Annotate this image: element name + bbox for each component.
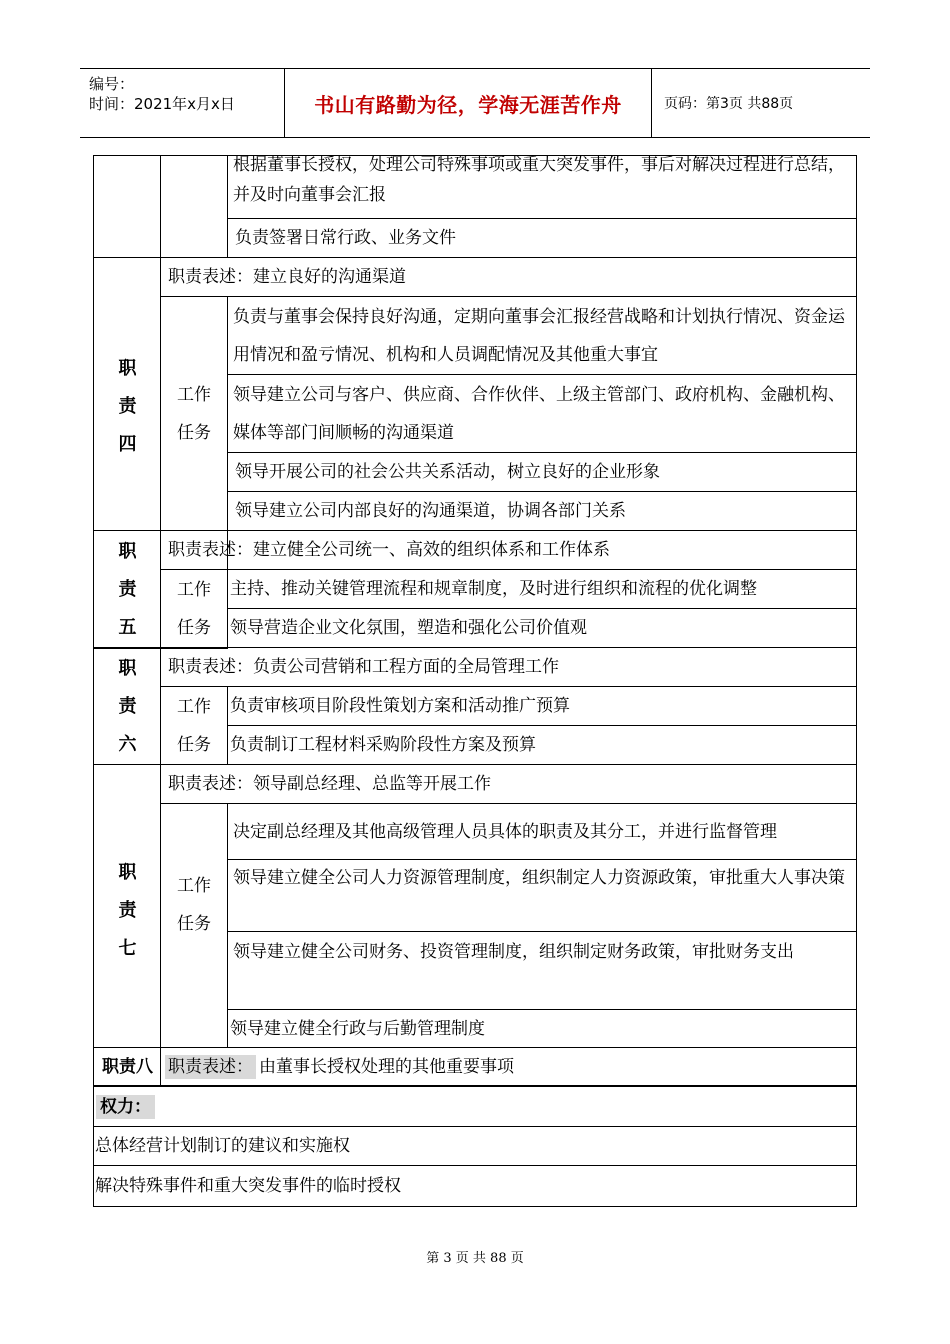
duty4-tasklabel-2: 任务 [177,423,211,443]
code-label: 编号： [89,75,135,93]
duty5-label-cell [93,530,161,648]
duty4-label-2: 责 [118,396,137,417]
power-title-row [93,1086,857,1127]
duty-table [93,155,857,1209]
date-label: 时间：2021年x月x日 [89,95,235,113]
header-motto-cell [285,69,652,137]
duty8-label: 职责八 [102,1057,153,1077]
duty6-label-cell [93,647,161,765]
duty6-tasklabel-1: 工作 [177,697,211,717]
duty6-desc: 职责表述：负责公司营销和工程方面的全局管理工作 [160,647,857,687]
duty5-desc: 职责表述：建立健全公司统一、高效的组织体系和工作体系 [160,530,857,570]
motto: 书山有路勤为径，学海无涯苦作舟 [314,92,622,117]
duty6-tasklabel-cell [160,686,228,765]
duty4-label-1: 职 [118,358,137,379]
duty7-label-1: 职 [118,862,137,883]
duty6-label-1: 职 [118,658,137,679]
power-item-1: 总体经营计划制订的建议和实施权 [93,1126,857,1166]
duty6-label-2: 责 [118,696,137,717]
duty5-task-2: 领导营造企业文化氛围，塑造和强化公司价值观 [227,608,857,648]
duty8-label-cell [93,1047,161,1087]
duty7-task-3: 领导建立健全公司财务、投资管理制度，组织制定财务政策，审批财务支出 [227,931,857,1010]
duty4-task-2: 领导建立公司与客户、供应商、合作伙伴、上级主管部门、政府机构、金融机构、媒体等部门间顺畅的沟通渠道 [227,374,857,453]
duty5-label-1: 职 [118,541,137,562]
duty7-tasklabel-2: 任务 [177,914,211,934]
duty6-tasklabel-2: 任务 [177,735,211,755]
power-title: 权力： [96,1095,155,1119]
duty7-label-cell [93,764,161,1048]
duty6-task-1: 负责审核项目阶段性策划方案和活动推广预算 [227,686,857,726]
duty7-label-3: 七 [118,938,137,959]
duty8-desc [160,1047,857,1087]
duty7-task-2: 领导建立健全公司人力资源管理制度，组织制定人力资源政策，审批重大人事决策 [227,859,857,932]
duty8-desc-text: 由董事长授权处理的其他重要事项 [259,1057,514,1077]
duty-cont-label-cell [93,155,161,258]
duty5-label-3: 五 [118,617,137,638]
page-number-label: 页码：第3页 共88页 [664,96,794,112]
duty4-task-1: 负责与董事会保持良好沟通，定期向董事会汇报经营战略和计划执行情况、资金运用情况和盈亏情况、机构和人员调配情况及其他重大事宜 [227,296,857,375]
duty5-tasklabel-2: 任务 [177,618,211,638]
page-footer: 第 3 页 共 88 页 [426,1251,524,1266]
duty-cont-task-1: 根据董事长授权，处理公司特殊事项或重大突发事件，事后对解决过程进行总结，并及时向董事会汇报 [227,155,857,219]
header-page-cell [652,69,870,137]
duty8-desc-prefix: 职责表述： [165,1055,256,1079]
duty5-task-1: 主持、推动关键管理流程和规章制度，及时进行组织和流程的优化调整 [227,569,857,609]
duty5-label-2: 责 [118,579,137,600]
duty7-task-4: 领导建立健全行政与后勤管理制度 [227,1009,857,1048]
duty7-tasklabel-cell [160,803,228,1048]
duty7-label-2: 责 [118,900,137,921]
duty5-tasklabel-cell [160,569,228,648]
duty7-task-1: 决定副总经理及其他高级管理人员具体的职责及其分工，并进行监督管理 [227,803,857,860]
duty4-task-3: 领导开展公司的社会公共关系活动，树立良好的企业形象 [227,452,857,492]
header-meta [80,69,285,137]
duty-cont-tasklabel-cell [160,155,228,258]
duty6-task-2: 负责制订工程材料采购阶段性方案及预算 [227,725,857,765]
page-header [80,68,870,138]
duty4-label-3: 四 [118,434,137,455]
duty7-desc: 职责表述：领导副总经理、总监等开展工作 [160,764,857,804]
duty4-tasklabel-1: 工作 [177,385,211,405]
duty6-label-3: 六 [118,734,137,755]
duty-cont-task-2: 负责签署日常行政、业务文件 [227,218,857,258]
duty4-task-4: 领导建立公司内部良好的沟通渠道，协调各部门关系 [227,491,857,531]
power-item-2: 解决特殊事件和重大突发事件的临时授权 [93,1165,857,1207]
duty7-tasklabel-1: 工作 [177,876,211,896]
duty5-tasklabel-1: 工作 [177,580,211,600]
duty4-desc: 职责表述：建立良好的沟通渠道 [160,257,857,297]
